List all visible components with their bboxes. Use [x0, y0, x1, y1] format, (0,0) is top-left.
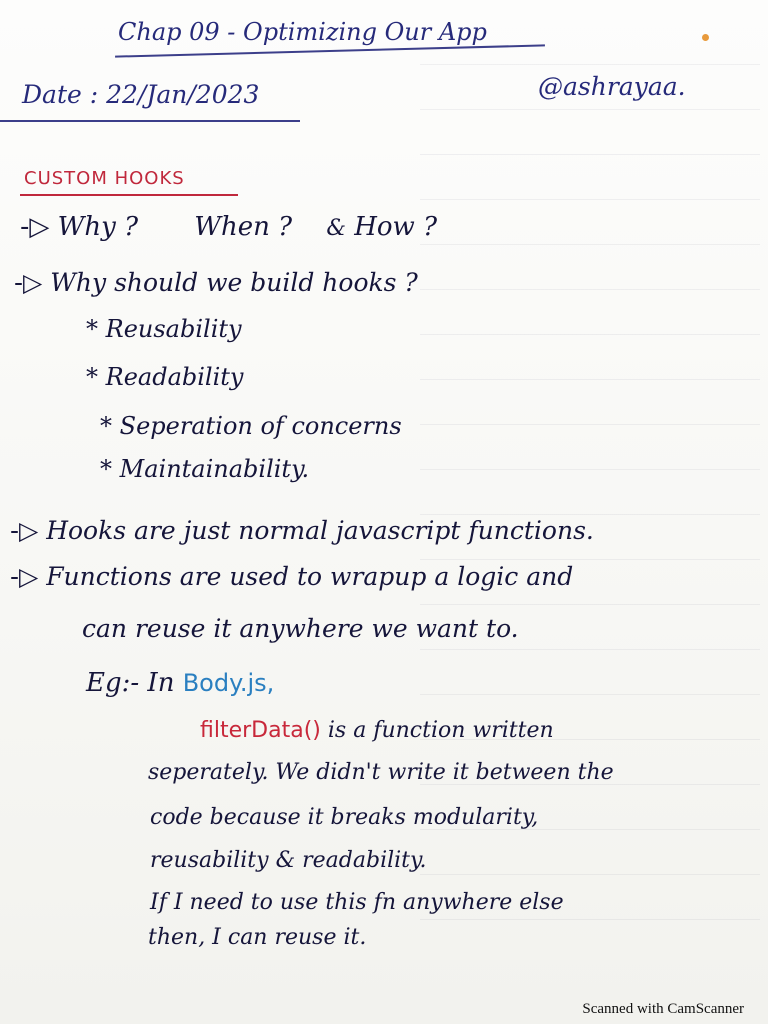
note-line-continued: can reuse it anywhere we want to.: [82, 614, 519, 643]
page-title: Chap 09 - Optimizing Our App: [118, 18, 487, 46]
when-label: When ?: [194, 212, 293, 242]
note-line: [10, 516, 594, 545]
example-line: reusability & readability.: [150, 848, 427, 873]
section-heading: CUSTOM HOOKS: [24, 168, 185, 189]
arrow-icon: -▷: [14, 268, 43, 297]
arrow-icon: -▷: [20, 212, 50, 242]
scanner-watermark: Scanned with CamScanner: [582, 1001, 744, 1017]
file-name: Body.js,: [182, 669, 275, 697]
bullet-item: * Seperation of concerns: [100, 412, 402, 440]
example-prefix: Eg:- In: [86, 668, 175, 698]
arrow-icon: -▷: [10, 562, 39, 591]
bullet-item: * Reusability: [86, 315, 242, 343]
note-text: Hooks are just normal javascript functions.: [46, 516, 594, 545]
date-text: Date : 22/Jan/2023: [22, 80, 260, 109]
ampersand: &: [326, 216, 346, 241]
question-text: Why should we build hooks ?: [50, 268, 418, 297]
ink-dot: [702, 34, 709, 41]
question-line: [14, 268, 418, 297]
example-line: If I need to use this fn anywhere else: [150, 890, 564, 915]
why-when-how-row: [20, 212, 437, 242]
function-name: filterData(): [200, 718, 321, 743]
example-line: [200, 718, 554, 743]
example-heading: [86, 668, 274, 698]
note-line: [10, 562, 573, 591]
example-line: then, I can reuse it.: [148, 925, 367, 950]
arrow-icon: -▷: [10, 516, 39, 545]
example-line: code because it breaks modularity,: [150, 805, 539, 830]
why-label: Why ?: [57, 212, 139, 242]
example-line: seperately. We didn't write it between the: [148, 760, 614, 785]
date-underline: [0, 120, 300, 122]
section-underline: [20, 194, 238, 196]
bullet-item: * Maintainability.: [100, 455, 310, 483]
example-text: is a function written: [327, 718, 554, 743]
how-label: How ?: [354, 212, 438, 242]
note-text: Functions are used to wrapup a logic and: [46, 562, 574, 591]
bullet-item: * Readability: [86, 363, 244, 391]
author-handle: @ashrayaa.: [538, 72, 686, 101]
bleed-through-texture: [420, 20, 760, 920]
